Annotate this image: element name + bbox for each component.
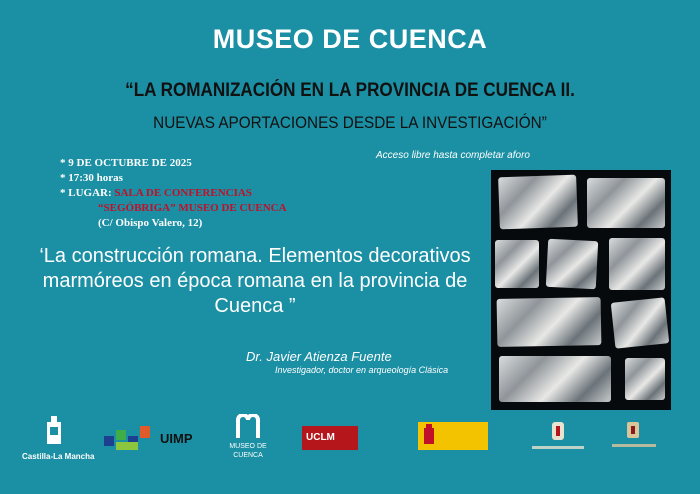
diputacion-logo (530, 420, 586, 456)
place-value: SALA DE CONFERENCIAS (114, 187, 252, 199)
marble-fragment (498, 175, 578, 230)
clm-emblem-icon (22, 416, 92, 450)
event-address: (C/ Obispo Valero, 12) (98, 217, 203, 229)
uclm-label: UCLM (306, 432, 335, 443)
event-date: * 9 DE OCTUBRE DE 2025 (60, 157, 192, 169)
marble-fragment (546, 239, 598, 290)
marble-fragment (625, 358, 665, 400)
marble-fragment (611, 297, 670, 348)
sponsor-logos (0, 412, 700, 494)
clm-logo (22, 416, 95, 466)
museo-m-icon (235, 414, 261, 440)
ministerio-logo (418, 422, 488, 450)
ayuntamiento-logo (610, 420, 658, 456)
speaker-role: Investigador, doctor en arqueología Clásica (275, 365, 449, 375)
marble-fragment (495, 240, 539, 288)
access-note: Acceso libre hasta completar aforo (376, 150, 530, 161)
diputacion-shield-icon (530, 420, 586, 456)
uimp-logo (104, 426, 212, 456)
speaker-name: Dr. Javier Atienza Fuente (246, 349, 392, 364)
marble-fragment (587, 178, 665, 228)
museum-title: MUSEO DE CUENCA (212, 24, 488, 54)
marble-fragments-photo (491, 170, 671, 410)
event-place (60, 186, 287, 201)
clm-label: Castilla-La Mancha (22, 452, 95, 461)
uclm-logo (302, 426, 358, 450)
marble-fragment (497, 297, 602, 347)
event-time: * 17:30 horas (60, 172, 123, 184)
marble-fragment (609, 238, 665, 290)
exhibition-title: “LA ROMANIZACIÓN EN LA PROVINCIA DE CUENCA II. (125, 80, 575, 101)
place-label: * LUGAR: (60, 187, 112, 199)
event-info (60, 156, 287, 231)
marble-fragment (499, 356, 611, 402)
museo-cuenca-logo (225, 414, 275, 464)
ayuntamiento-shield-icon (610, 420, 658, 456)
lecture-title: ‘La construcción romana. Elementos decorativos marmóreos en época romana en la provincia de Cuenca ” (39, 245, 471, 317)
spain-coat-of-arms-icon (421, 424, 437, 448)
exhibition-subtitle: NUEVAS APORTACIONES DESDE LA INVESTIGACIÓN” (153, 113, 547, 132)
event-venue: “SEGÓBRIGA” MUSEO DE CUENCA (98, 202, 287, 214)
museo-label: MUSEO DE CUENCA (229, 443, 267, 459)
uimp-label: UIMP (160, 431, 193, 446)
uimp-blocks-icon (104, 426, 156, 452)
